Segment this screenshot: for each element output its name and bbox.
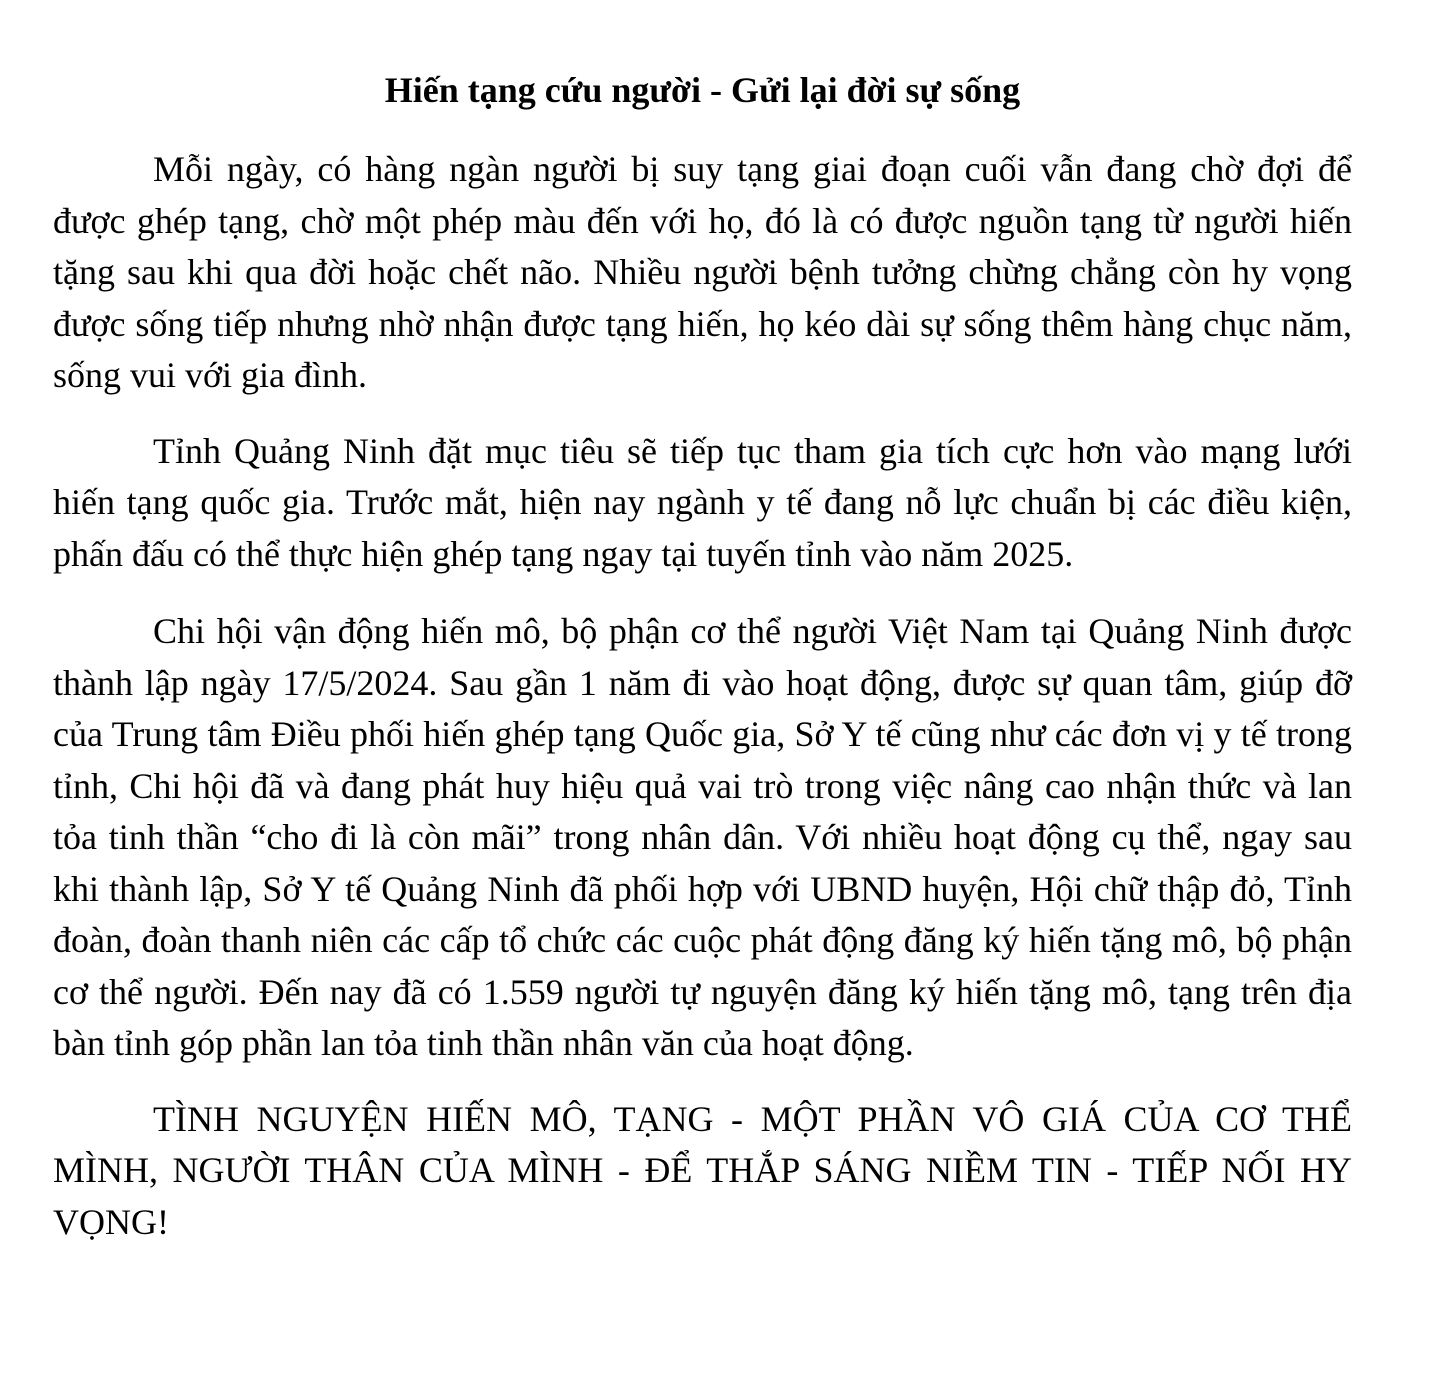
paragraph-chi-hoi-activities: Chi hội vận động hiến mô, bộ phận cơ thể người Việt Nam tại Quảng Ninh được thành lập ngày 17/5/2024. Sau gần 1 năm đi vào hoạt động, được sự quan tâm, giúp đỡ của Trung tâm Điều phối hiến ghép tạng Quốc gia, Sở Y tế cũng như các đơn vị y tế trong tỉnh, Chi hội đã và đang phát huy hiệu quả vai trò trong việc nâng cao nhận thức và lan tỏa tinh thần “cho đi là còn mãi” trong nhân dân. Với nhiều hoạt động cụ thể, ngay sau khi thành lập, Sở Y tế Quảng Ninh đã phối hợp với UBND huyện, Hội chữ thập đỏ, Tỉnh đoàn, đoàn thanh niên các cấp tổ chức các cuộc phát động đăng ký hiến tặng mô, bộ phận cơ thể người. Đến nay đã có 1.559 người tự nguyện đăng ký hiến tặng mô, tạng trên địa bàn tỉnh góp phần lan tỏa tinh thần nhân văn của hoạt động. [53,611,1352,1063]
document-page [53,0,1352,1248]
paragraph-call-to-action: TÌNH NGUYỆN HIẾN MÔ, TẠNG - MỘT PHẦN VÔ GIÁ CỦA CƠ THỂ MÌNH, NGƯỜI THÂN CỦA MÌNH - ĐỂ THẮP SÁNG NIỀM TIN - TIẾP NỐI HY VỌNG! [53,1098,1352,1242]
document-title: Hiến tạng cứu người - Gửi lại đời sự sống [384,70,1021,110]
paragraph-waiting-patients: Mỗi ngày, có hàng ngàn người bị suy tạng giai đoạn cuối vẫn đang chờ đợi để được ghép tạng, chờ một phép màu đến với họ, đó là có được nguồn tạng từ người hiến tặng sau khi qua đời hoặc chết não. Nhiều người bệnh tưởng chừng chẳng còn hy vọng được sống tiếp nhưng nhờ nhận được tạng hiến, họ kéo dài sự sống thêm hàng chục năm, sống vui với gia đình. [53,149,1352,395]
paragraph-quang-ninh-goal: Tỉnh Quảng Ninh đặt mục tiêu sẽ tiếp tục tham gia tích cực hơn vào mạng lưới hiến tạng quốc gia. Trước mắt, hiện nay ngành y tế đang nỗ lực chuẩn bị các điều kiện, phấn đấu có thể thực hiện ghép tạng ngay tại tuyến tỉnh vào năm 2025. [53,430,1352,574]
